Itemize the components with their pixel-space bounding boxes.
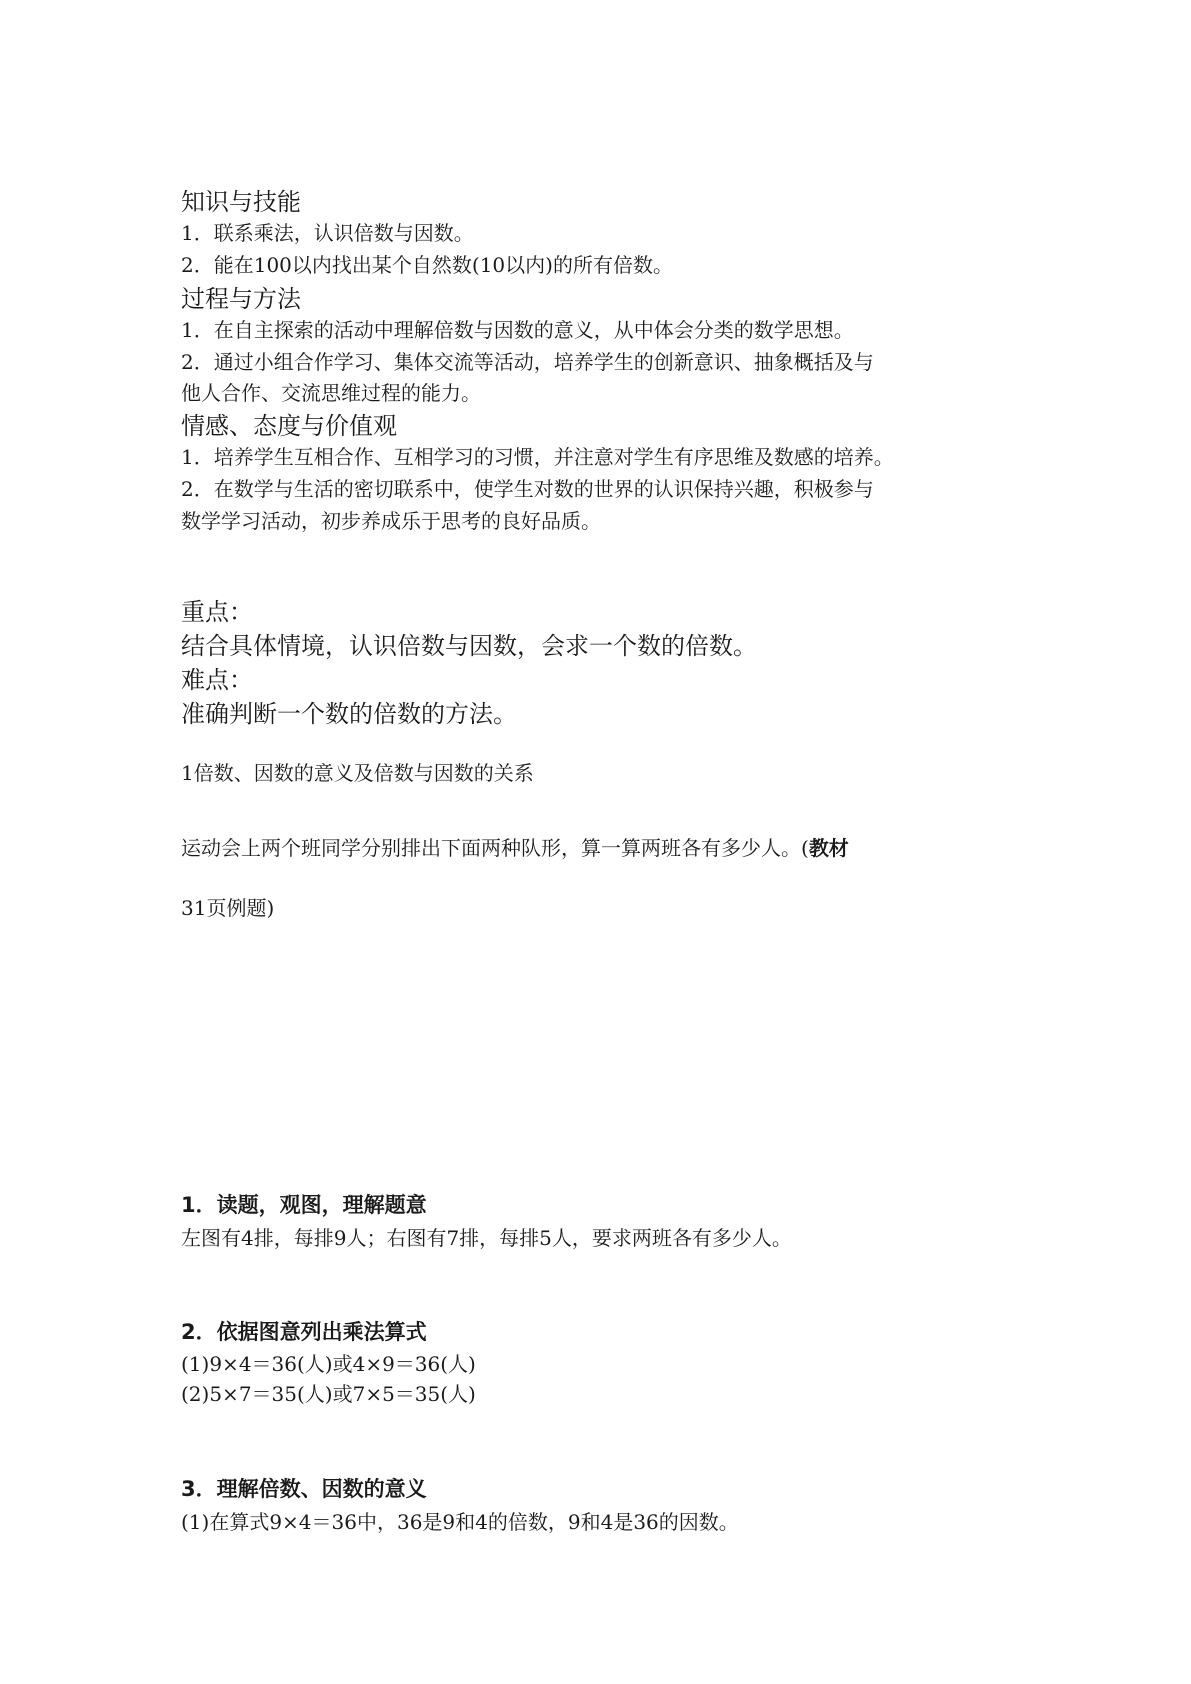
knowledge-skills-heading: 知识与技能 — [181, 188, 301, 216]
process-item-1: 1．在自主探索的活动中理解倍数与因数的意义，从中体会分类的数学思想。 — [181, 318, 854, 342]
attitude-item-1: 1．培养学生互相合作、互相学习的习惯，并注意对学生有序思维及数感的培养。 — [181, 445, 894, 469]
difficulty-text: 准确判断一个数的倍数的方法。 — [181, 700, 517, 728]
attitude-values-heading: 情感、态度与价值观 — [181, 412, 397, 440]
step-1-line-1: 左图有4排，每排9人；右图有7排，每排5人，要求两班各有多少人。 — [181, 1226, 792, 1250]
step-2-line-1: (1)9×4＝36(人)或4×9＝36(人) — [181, 1352, 476, 1376]
problem-line-1 — [181, 838, 849, 858]
step-2-line-2: (2)5×7＝35(人)或7×5＝35(人) — [181, 1382, 476, 1406]
process-item-2: 2．通过小组合作学习、集体交流等活动，培养学生的创新意识、抽象概括及与 — [181, 350, 874, 374]
difficulty-label: 难点： — [181, 666, 253, 694]
problem-text: 运动会上两个班同学分别排出下面两种队形，算一算两班各有多少人。( — [181, 836, 809, 860]
key-point-label: 重点： — [181, 598, 253, 626]
problem-line-2: 31页例题) — [181, 896, 275, 920]
textbook-reference: 教材 — [808, 836, 849, 860]
process-method-heading: 过程与方法 — [181, 285, 301, 313]
section-title: 1倍数、因数的意义及倍数与因数的关系 — [181, 761, 534, 785]
step-3-line-1: (1)在算式9×4＝36中，36是9和4的倍数，9和4是36的因数。 — [181, 1510, 739, 1534]
attitude-item-2: 2．在数学与生活的密切联系中，使学生对数的世界的认识保持兴趣，积极参与 — [181, 477, 874, 501]
knowledge-item-2: 2．能在100以内找出某个自然数(10以内)的所有倍数。 — [181, 253, 673, 277]
key-point-text: 结合具体情境，认识倍数与因数，会求一个数的倍数。 — [181, 632, 757, 660]
step-1-title: 1．读题，观图，理解题意 — [181, 1193, 427, 1217]
step-2-title: 2．依据图意列出乘法算式 — [181, 1320, 427, 1344]
process-item-2-continued: 他人合作、交流思维过程的能力。 — [181, 381, 481, 405]
attitude-item-2-continued: 数学学习活动，初步养成乐于思考的良好品质。 — [181, 509, 601, 533]
knowledge-item-1: 1．联系乘法，认识倍数与因数。 — [181, 221, 474, 245]
step-3-title: 3．理解倍数、因数的意义 — [181, 1477, 427, 1501]
